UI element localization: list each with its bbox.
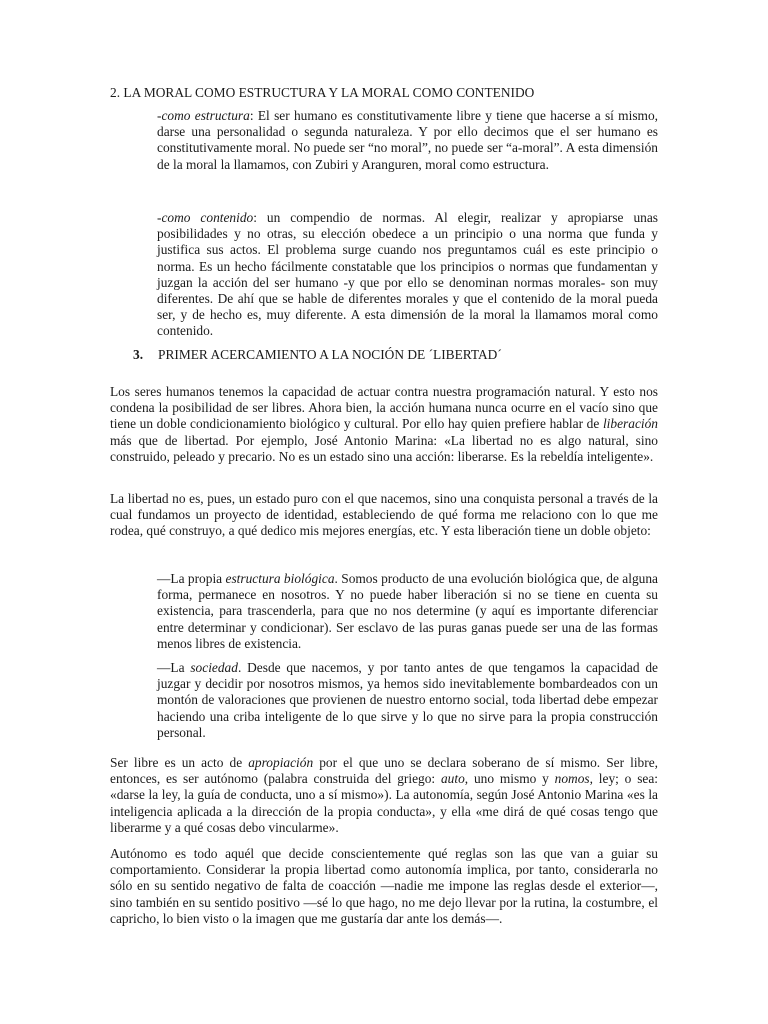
text-segment: . Somos producto de una evolución biológica que, de alguna forma, permanece en nosotros. Y no puede haber liberación si no se tiene en cuenta su existencia, para trascenderla, para que no nos determine (y aquí es importante diferenciar entre determinar y condicionar). Ser esclavo de las puras ganas puede ser una de las formas menos libres de existencia. (157, 571, 658, 651)
section-3-heading (133, 347, 502, 363)
text-como-contenido: : un compendio de normas. Al elegir, realizar y apropiarse unas posibilidades y no otras, su elección obedece a un principio o una norma que funda y justifica sus actos. El problema surge cuando nos preguntamos cuál es este principio o norma. Es un hecho fácilmente constatable que los principios o normas que fundamentan y juzgan la acción del ser humano -y que por ello se denominan normas morales- son muy diferentes. De ahí que se hable de diferentes morales y que el contenido de la moral pueda ser, y de hecho es, muy diferente. A esta dimensión de la moral la llamamos moral como contenido. (157, 210, 658, 339)
list-item-estructura-biologica (157, 571, 658, 652)
term-como-contenido: -como contenido (157, 210, 254, 225)
text-segment: —La (157, 660, 191, 675)
emphasis-sociedad: sociedad (190, 660, 238, 675)
text-segment: —La propia (157, 571, 226, 586)
emphasis-estructura-biologica: estructura biológica (225, 571, 335, 586)
paragraph-autonomo: Autónomo es todo aquél que decide conscientemente qué reglas son las que van a guiar su comportamiento. Considerar la propia libertad como autonomía implica, por tanto, considerarla no sólo en su sentido negativo de falta de coacción —nadie me impone las reglas desde el exterior—, sino también en su sentido positivo —sé lo que hago, no me dejo llevar por la rutina, la costumbre, el capricho, lo bien visto o la imagen que me gustaría dar ante los demás—. (110, 846, 658, 926)
text-segment: Ser libre es un acto de (110, 755, 249, 770)
list-item-sociedad (157, 660, 658, 741)
paragraph-capacidad-de-actuar (110, 384, 658, 465)
section-3-title: PRIMER ACERCAMIENTO A LA NOCIÓN DE ´LIBERTAD´ (158, 347, 502, 362)
paragraph-como-contenido (157, 210, 658, 340)
text-segment: . Desde que nacemos, y por tanto antes de que tengamos la capacidad de juzgar y decidir por nosotros mismos, ya hemos sido inevitablemente bombardeados con un montón de valoraciones que provienen de nuestro entorno social, toda libertad debe empezar haciendo una criba inteligente de lo que sirve y lo que no sirve para la propia construcción personal. (157, 660, 658, 740)
paragraph-libertad-no-es-estado: La libertad no es, pues, un estado puro con el que nacemos, sino una conquista personal a través de la cual fundamos un proyecto de identidad, estableciendo de qué forma me relaciono con lo que me rodea, qué construyo, a qué dedico mis mejores energías, etc. Y esta liberación tiene un doble objeto: (110, 491, 658, 539)
paragraph-ser-libre (110, 755, 658, 836)
section-3-number: 3. (133, 347, 144, 362)
text-segment: Los seres humanos tenemos la capacidad de actuar contra nuestra programación natural. Y esto nos condena la posibilidad de ser libres. Ahora bien, la acción humana nunca ocurre en el vacío sino que tiene un doble condicionamiento biológico y cultural. Por ello hay quien prefiere hablar de (110, 384, 658, 432)
emphasis-auto: auto (440, 771, 465, 787)
text-como-estructura: : El ser humano es constitutivamente libre y tiene que hacerse a sí mismo, darse una personalidad o segunda naturaleza. Y por ello decimos que el ser humano es constitutivamente moral. No puede ser “no moral”, no puede ser “a-moral”. A esta dimensión de la moral la llamamos, con Zubiri y Aranguren, moral como estructura. (157, 108, 658, 172)
text-segment: , ley; o sea: «darse la ley, la guía de conducta, uno a sí mismo»). La autonomía, según José Antonio Marina «es la inteligencia aplicada a la dirección de la propia conducta», y ella «me dirá de qué cosas tengo que liberarme y a qué cosas debo vincularme». (110, 771, 659, 835)
text-segment: , uno mismo y (464, 771, 555, 787)
term-como-estructura: -como estructura (157, 108, 250, 123)
text-segment: más que de libertad. Por ejemplo, José Antonio Marina: «La libertad no es algo natural, sino construido, peleado y precario. No es un estado sino una acción: liberarse. Es la rebeldía inteligente». (110, 432, 658, 464)
text-segment: por el que uno se declara soberano de sí mismo. Ser libre, entonces, es ser autónomo (palabra construida del griego: (110, 755, 658, 787)
paragraph-como-estructura (157, 108, 658, 173)
section-2-heading: 2. LA MORAL COMO ESTRUCTURA Y LA MORAL COMO CONTENIDO (110, 85, 535, 100)
emphasis-apropiacion: apropiación (248, 755, 314, 770)
emphasis-liberacion: liberación (602, 416, 658, 432)
emphasis-nomos: nomos (554, 771, 590, 787)
